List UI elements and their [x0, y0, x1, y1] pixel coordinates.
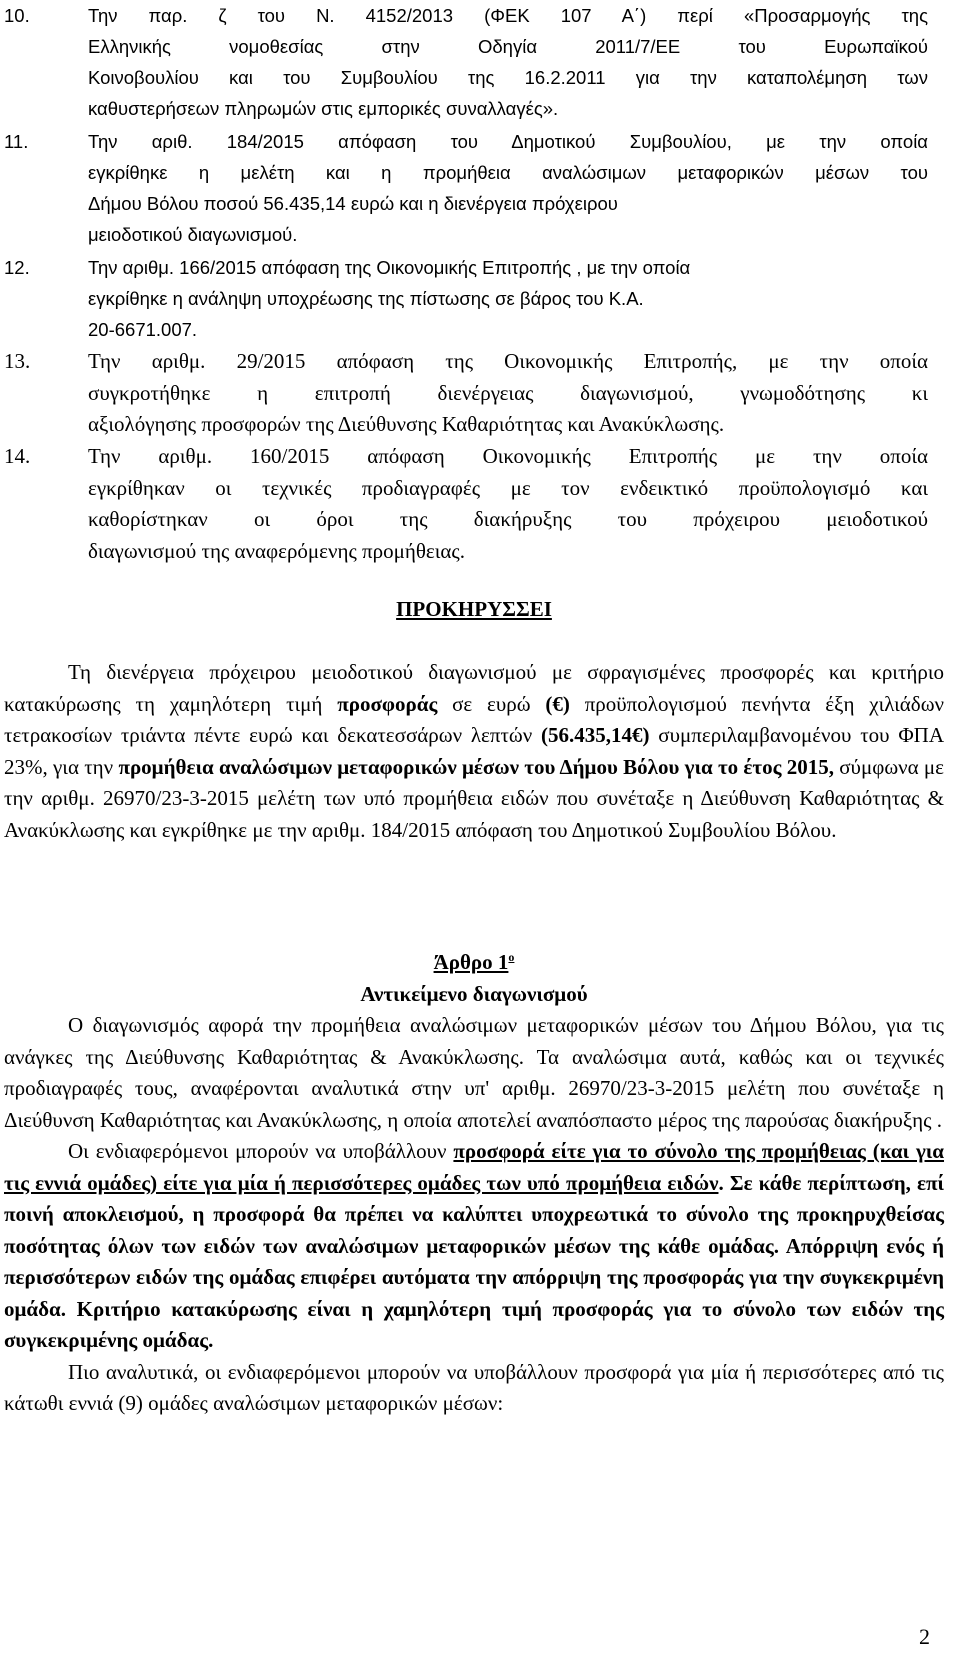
page-number: 2	[919, 1624, 930, 1649]
article-paragraph-3: Πιο αναλυτικά, οι ενδιαφερόμενοι μπορούν να υποβάλλουν προσφορά για μία ή περισσότερες από τις κάτωθι εννιά (9) ομάδες αναλώσιμων μεταφορικών μέσων:	[4, 1359, 944, 1415]
item-line: Την παρ. ζ του Ν. 4152/2013 (ΦΕΚ 107 Α΄) περί «Προσαρμογής της	[88, 5, 928, 26]
item-number: 14.	[4, 444, 31, 468]
item-text	[88, 0, 928, 124]
proclaims-bold-text: προμήθεια αναλώσιμων μεταφορικών μέσων του Δήμου Βόλου για το έτος 2015,	[118, 754, 834, 779]
item-line: Την αριθμ. 166/2015 απόφαση της Οικονομικής Επιτροπής , με την οποία	[88, 257, 691, 278]
proclaims-text: συμπεριλαμβανομένου του ΦΠΑ 23%	[4, 723, 945, 779]
item-text	[88, 346, 928, 441]
proclaims-heading-wrap	[4, 594, 944, 626]
proclaims-text: προϋπολογισμού πενήντα έξη χιλιάδων τετρακοσίων τριάντα πέντε ευρώ και δεκατεσσάρων λεπτών	[4, 691, 945, 747]
item-line: εγκρίθηκαν οι τεχνικές προδιαγραφές με τον ενδεικτικό προϋπολογισμό και	[88, 475, 928, 500]
proclaims-text: , για την	[42, 754, 114, 779]
proclaims-text: σύμφωνα με την αριθμ. 26970/23-3-2015 μελέτη των υπό προμήθεια ειδών που συνέταξε η Διεύθυνση Καθαριότητας & Ανακύκλωσης και εγκρίθηκε με την αριθμ. 184/2015 απόφαση του Δημοτικού Συμβουλίου Βόλου.	[4, 754, 944, 842]
item-line: καθυστερήσεων πληρωμών στις εμπορικές συναλλαγές».	[88, 98, 559, 119]
item-line: διαγωνισμού της αναφερόμενης προμήθειας.	[88, 538, 465, 563]
item-number: 11.	[4, 131, 29, 152]
article-underlined-text: προσφορά είτε για το σύνολο της προμήθειας (και για τις εννιά ομάδες) είτε για μία ή περισσότερες ομάδες των υπό προμήθεια ειδών	[4, 1139, 945, 1195]
article-body	[4, 1010, 944, 1420]
item-text	[88, 441, 928, 567]
item-line: Ελληνικής νομοθεσίας στην Οδηγία 2011/7/ΕΕ του Ευρωπαϊκού	[88, 36, 928, 57]
item-line: μειοδοτικού διαγωνισμού.	[88, 224, 298, 245]
proclaims-paragraph	[4, 657, 944, 846]
proclaims-bold-text: προσφοράς	[337, 691, 438, 716]
article-paragraph-1: Ο διαγωνισμός αφορά την προμήθεια αναλώσιμων μεταφορικών μέσων του Δήμου Βόλου, για τις ανάγκες της Διεύθυνσης Καθαριότητας & Ανακύκλωσης. Τα αναλώσιμα αυτά, καθώς και οι τεχνικές προδιαγραφές τους, αναφέρονται αναλυτικά στην υπ' αριθμ. 26970/23-3-2015 μελέτη που συνέταξε η Διεύθυνση Καθαριότητας και Ανακύκλωσης, η οποία αποτελεί αναπόσπαστο μέρος της παρούσας διακήρυξης .	[4, 1013, 944, 1132]
article-paragraph-2	[4, 1136, 944, 1357]
item-line: Την αριθμ. 160/2015 απόφαση Οικονομικής Επιτροπής με την οποία	[88, 444, 928, 468]
proclaims-heading: ΠΡΟΚΗΡΥΣΣΕΙ	[396, 597, 552, 621]
item-number: 10.	[4, 5, 30, 26]
article-heading	[4, 947, 944, 1010]
item-number: 12.	[4, 257, 30, 278]
proclaims-bold-text: (56.435,14€)	[541, 723, 650, 747]
article-title: Άρθρο 1	[433, 950, 509, 974]
item-line: Την αριθ. 184/2015 απόφαση του Δημοτικού Συμβουλίου, με την οποία	[88, 131, 928, 152]
item-line: αξιολόγησης προσφορών της Διεύθυνσης Καθαριότητας και Ανακύκλωσης.	[88, 412, 725, 436]
article-text: .	[718, 1170, 724, 1195]
item-line: εγκρίθηκε η μελέτη και η προμήθεια αναλώσιμων μεταφορικών μέσων του	[88, 162, 928, 183]
item-number: 13.	[4, 349, 31, 373]
item-text	[88, 126, 928, 250]
item-line: Δήμου Βόλου ποσού 56.435,14 ευρώ και η διενέργεια πρόχειρου	[88, 193, 618, 214]
item-line: καθορίστηκαν οι όροι της διακήρυξης του πρόχειρου μειοδοτικού	[88, 507, 928, 531]
article-subtitle: Αντικείμενο διαγωνισμού	[360, 981, 588, 1006]
article-text: Οι ενδιαφερόμενοι μπορούν να υποβάλλουν	[68, 1139, 454, 1163]
item-line: εγκρίθηκε η ανάληψη υποχρέωσης της πίστωσης σε βάρος του Κ.Α.	[88, 288, 644, 309]
item-text	[88, 252, 928, 345]
item-line: Κοινοβουλίου και του Συμβουλίου της 16.2.2011 για την καταπολέμηση των	[88, 67, 928, 88]
proclaims-text: σε ευρώ	[437, 691, 531, 716]
item-line: συγκροτήθηκε η επιτροπή διενέργειας διαγωνισμού, γνωμοδότησης κι	[88, 380, 928, 405]
article-title-sup: ο	[508, 950, 515, 964]
proclaims-bold-text: (€)	[545, 691, 570, 716]
item-line: 20-6671.007.	[88, 319, 198, 340]
article-bold-text: Σε κάθε περίπτωση, επί ποινή αποκλεισμού, η προσφορά θα πρέπει να καλύπτει υποχρεωτικά το σύνολο της προκηρυχθείσας ποσότητας όλων των ειδών των αναλώσιμων μεταφορικών μέσων της κάθε ομάδας. Απόρριψη ενός ή περισσότερων ειδών της ομάδας επιφέρει αυτόματα την απόρριψη της προσφοράς για την συγκεκριμένη ομάδα. Κριτήριο κατακύρωσης είναι η χαμηλότερη τιμή προσφοράς για το σύνολο των ειδών της συγκεκριμένης ομάδας.	[4, 1170, 944, 1352]
item-line: Την αριθμ. 29/2015 απόφαση της Οικονομικής Επιτροπής, με την οποία	[88, 349, 928, 373]
proclaims-text: Τη διενέργεια πρόχειρου μειοδοτικού διαγωνισμού με σφραγισμένες προσφορές και κριτήριο κατακύρωσης τη χαμηλότερη τιμή	[4, 660, 944, 716]
